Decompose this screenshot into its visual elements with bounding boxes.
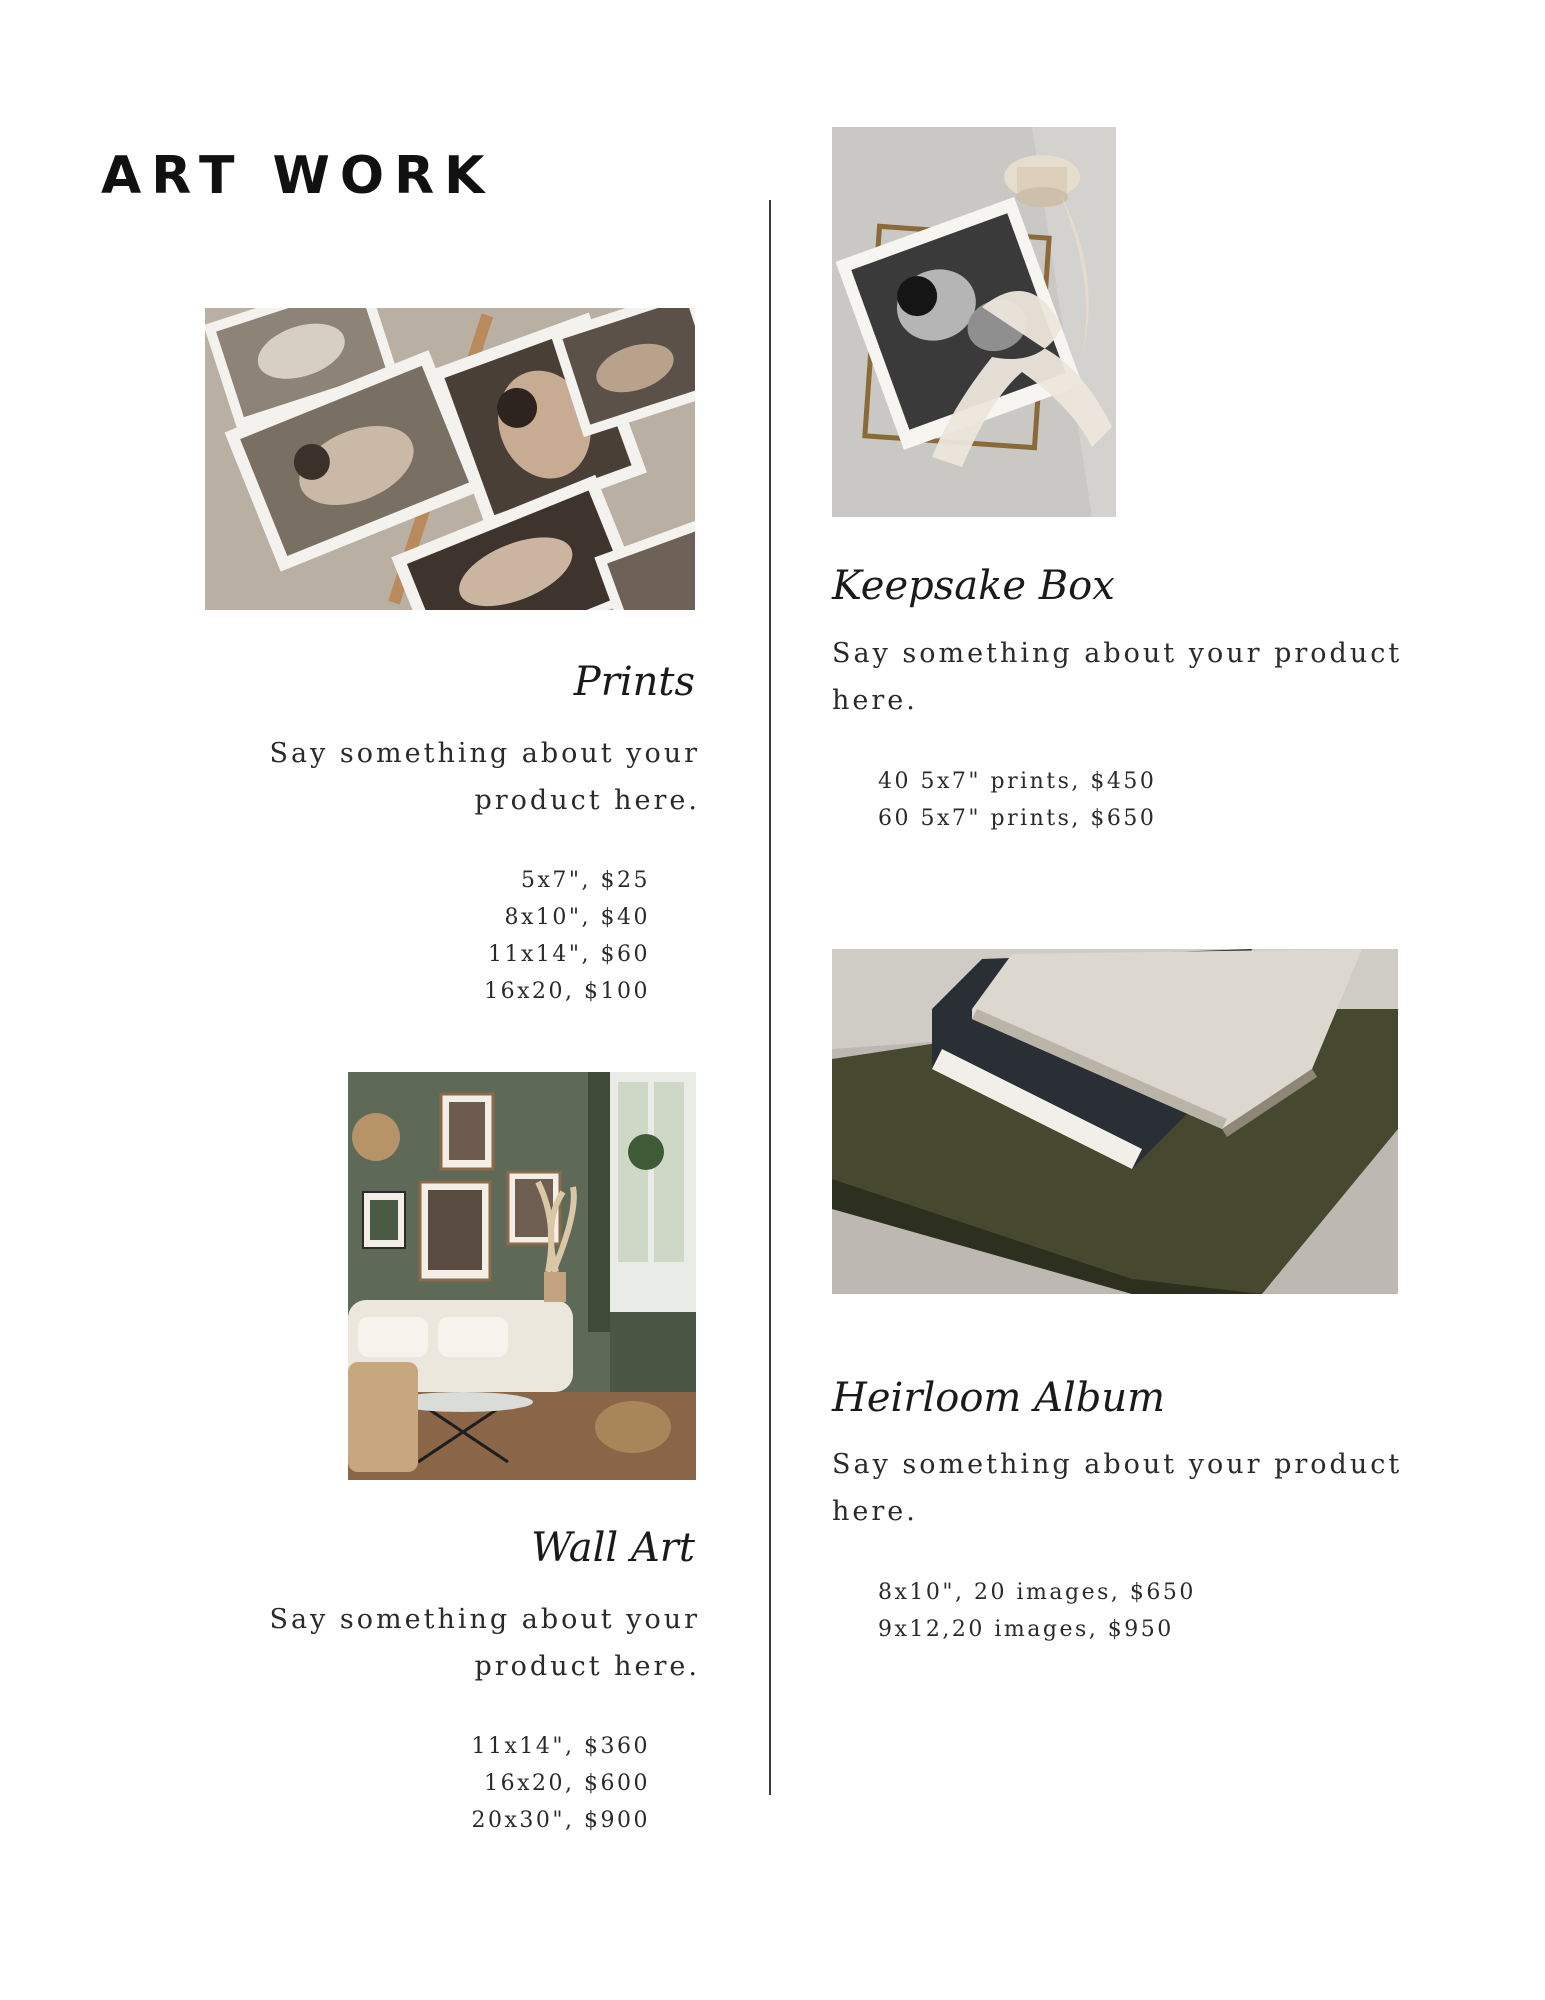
column-divider	[769, 200, 771, 1795]
page-title: ART WORK	[101, 146, 495, 206]
price-item: 11x14", $360	[471, 1734, 650, 1759]
price-item: 5x7", $25	[521, 868, 650, 893]
heirloom-album-photo	[832, 949, 1398, 1294]
prints-photo	[205, 308, 695, 610]
heirloom-album-title: Heirloom Album	[832, 1375, 1166, 1421]
heirloom-album-description: Say something about your product here.	[832, 1449, 1403, 1527]
keepsake-box-photo	[832, 127, 1116, 517]
price-item: 16x20, $600	[484, 1771, 650, 1796]
wall-art-title: Wall Art	[531, 1525, 695, 1571]
keepsake-box-title: Keepsake Box	[832, 563, 1115, 609]
price-item: 8x10", 20 images, $650	[878, 1580, 1196, 1605]
wall-art-photo	[348, 1072, 696, 1480]
keepsake-box-description: Say something about your product here.	[832, 638, 1403, 716]
keepsake-box-price-list	[878, 763, 1278, 837]
wall-art-price-list	[400, 1728, 650, 1839]
price-item: 11x14", $60	[488, 942, 650, 967]
wall-art-description: Say something about your product here.	[269, 1604, 700, 1682]
price-item: 60 5x7" prints, $650	[878, 806, 1157, 831]
price-item: 40 5x7" prints, $450	[878, 769, 1157, 794]
price-item: 9x12,20 images, $950	[878, 1617, 1174, 1642]
prints-title: Prints	[573, 659, 695, 705]
price-item: 16x20, $100	[484, 979, 650, 1004]
price-item: 8x10", $40	[504, 905, 650, 930]
prints-description: Say something about your product here.	[269, 738, 700, 816]
prints-price-list	[400, 862, 650, 1010]
price-item: 20x30", $900	[471, 1808, 650, 1833]
heirloom-album-price-list	[878, 1574, 1278, 1648]
